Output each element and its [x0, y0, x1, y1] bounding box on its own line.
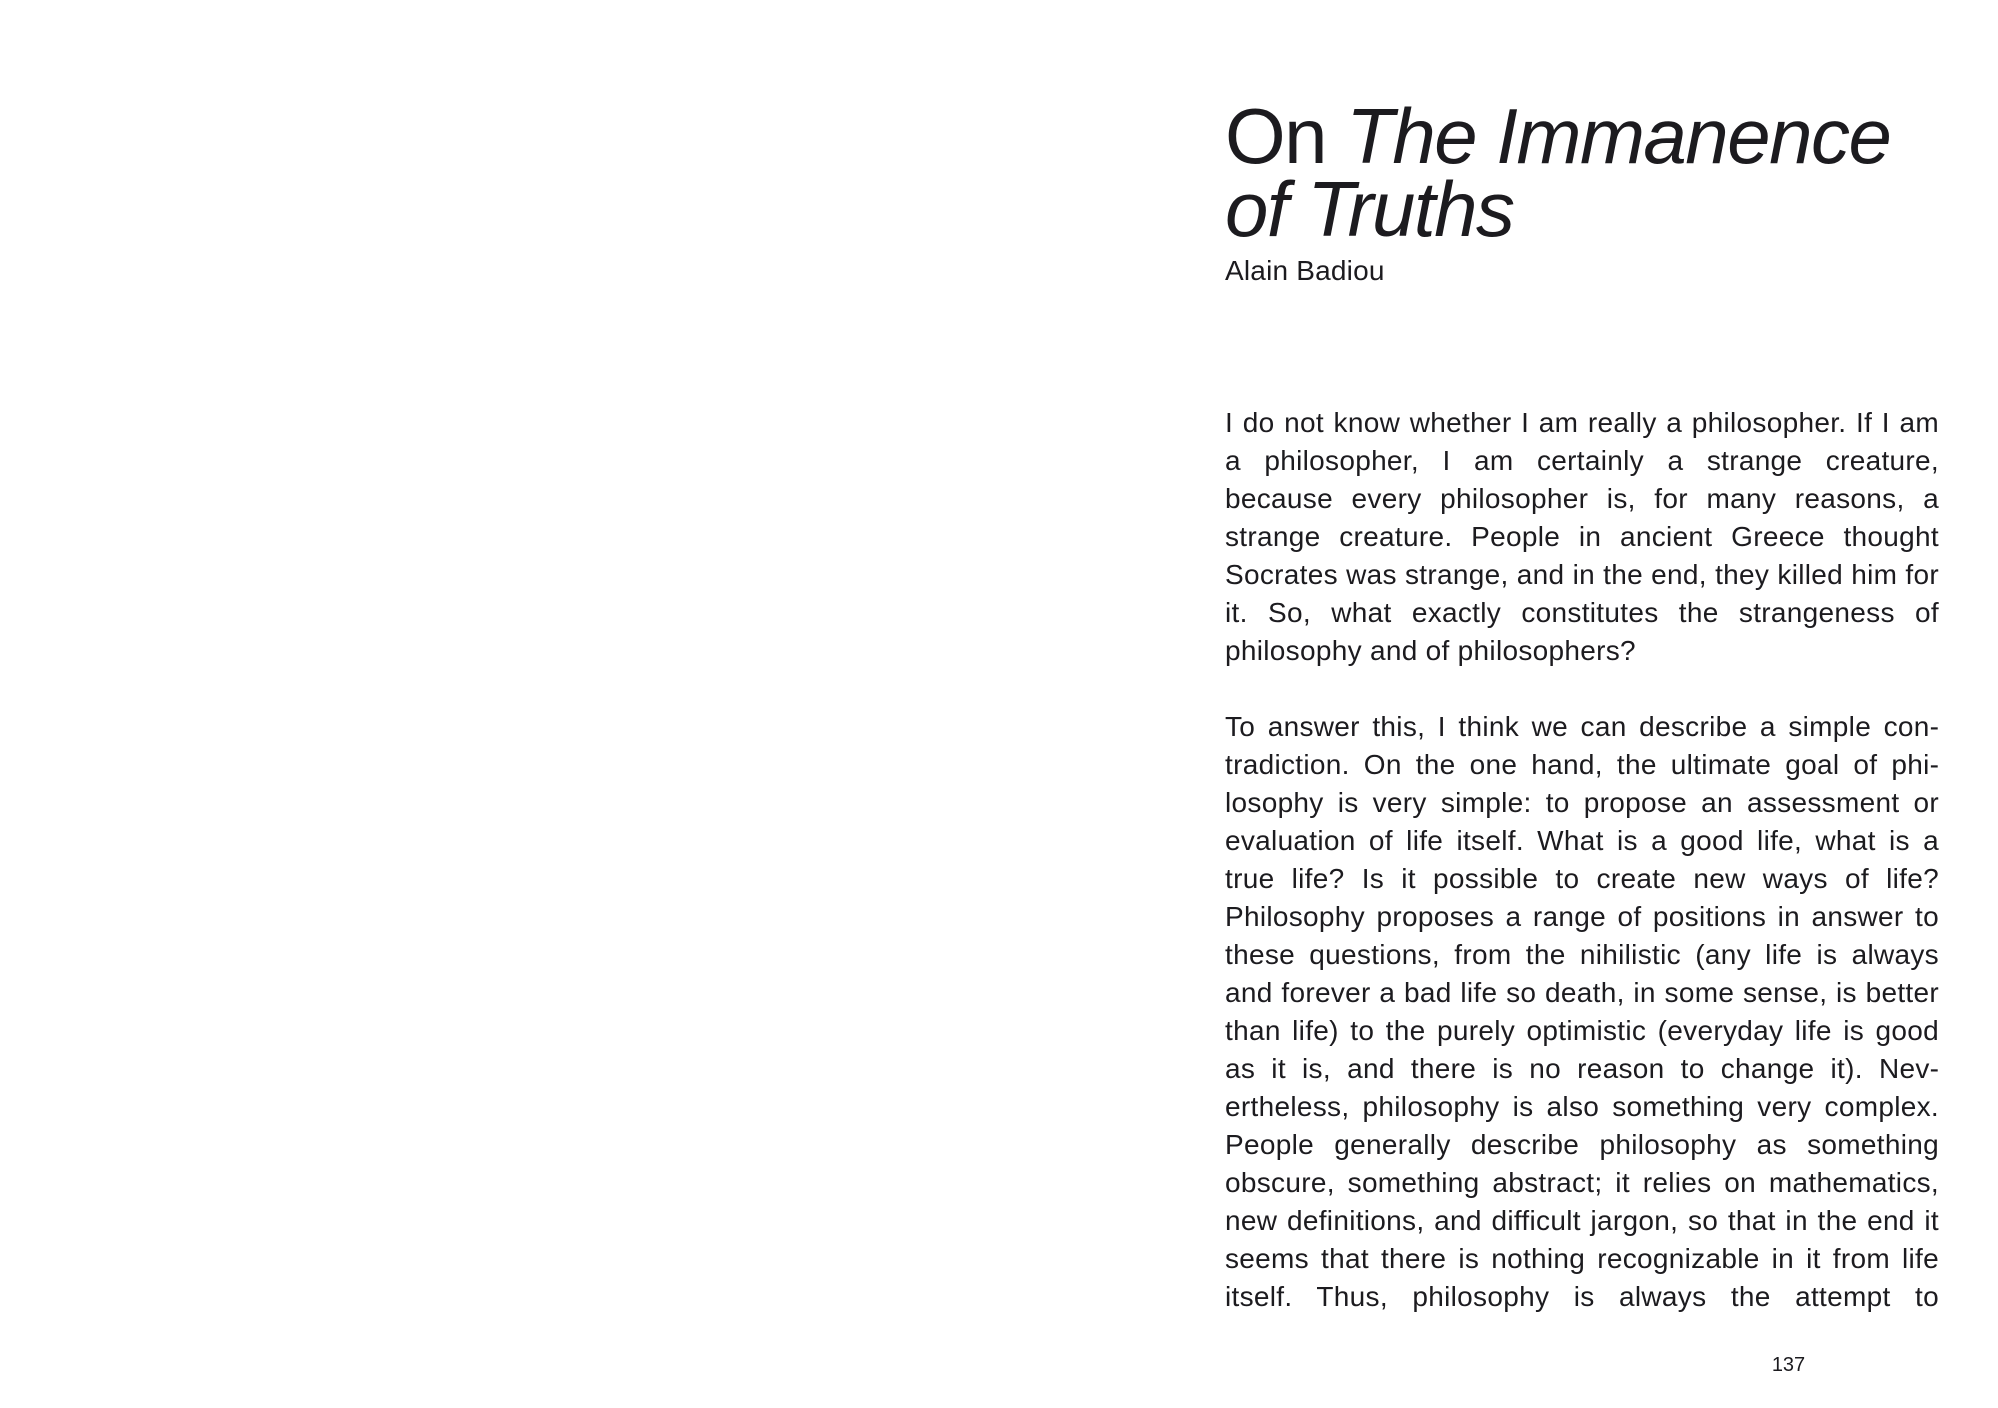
body-text [1225, 404, 1939, 1316]
paragraph-2: To answer this, I think we can describe a simple contradiction. On the one hand, the ultimate goal of philosophy is very simple: to propose an assessment or evaluation of life itself. What is a good life, what is a true life? Is it possible to create new ways of life? Philosophy proposes a range of positions in answer to these questions, from the nihilistic (any life is always and forever a bad life so death, in some sense, is better than life) to the purely optimistic (everyday life is good as it is, and there is no reason to change it). Nevertheless, philosophy is also something very complex. People generally describe philosophy as something obscure, something abstract; it relies on mathematics, new definitions, and difficult jargon, so that in the end it seems that there is nothing recognizable in it from life itself. Thus, philosophy is always the attempt to [1225, 711, 1939, 1312]
title-italic-line-1: The Immanence [1346, 92, 1891, 180]
right-page [999, 0, 1998, 1408]
page-number: 137 [1771, 1354, 1806, 1376]
paragraph-1: I do not know whether I am really a philosopher. If I am a philosopher, I am certainly a strange creature, because every philosopher is, for many reasons, a strange creature. People in ancient Greece thought Socrates was strange, and in the end, they killed him for it. So, what exactly constitutes the strangeness of philosophy and of philosophers? [1225, 407, 1939, 666]
title-italic-line-2: of Truths [1225, 165, 1514, 253]
article-title [1225, 92, 1945, 253]
title-prefix: On [1225, 92, 1347, 180]
author-name: Alain Badiou [1225, 255, 1385, 286]
